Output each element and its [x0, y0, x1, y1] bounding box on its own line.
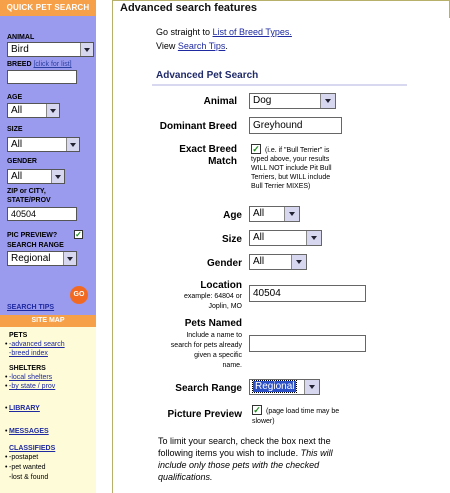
site-map-pets: PETS	[9, 332, 28, 339]
chevron-down-icon	[46, 104, 59, 117]
view-tips-line	[156, 41, 228, 52]
breed-input[interactable]	[7, 70, 77, 84]
main-border	[112, 18, 113, 493]
gender-field-select[interactable]	[249, 254, 307, 270]
zip-label-line1: ZIP or CITY,	[7, 188, 46, 195]
pets-named-help-1: Include a name to	[186, 332, 242, 339]
view-prefix: View	[156, 41, 178, 51]
age-select-value: All	[11, 105, 23, 116]
pic-preview-label: PIC PREVIEW?	[7, 232, 58, 239]
search-range-field-label: Search Range	[175, 383, 242, 394]
age-field-value: All	[253, 208, 265, 219]
gender-label: GENDER	[7, 158, 37, 165]
age-select[interactable]	[7, 103, 60, 118]
section-header: Advanced Pet Search	[156, 70, 259, 81]
advanced-search-link[interactable]: -advanced search	[9, 341, 65, 348]
location-example-2: Joplin, MO	[208, 303, 242, 310]
limit-text-line1: To limit your search, check the box next the	[158, 436, 331, 446]
goto-line	[156, 27, 292, 38]
postapet-link[interactable]: -postapet	[9, 454, 39, 461]
pets-named-input[interactable]	[249, 335, 366, 352]
by-state-link[interactable]: -by state / prov	[9, 383, 56, 390]
gender-select[interactable]	[7, 169, 65, 184]
breed-types-link[interactable]: List of Breed Types.	[212, 27, 292, 37]
search-range-value: Regional	[11, 253, 51, 264]
exact-breed-label-line2: Match	[208, 156, 237, 167]
chevron-down-icon	[320, 94, 335, 108]
search-tips-main-link[interactable]: Search Tips	[177, 41, 226, 51]
gender-select-value: All	[11, 171, 23, 182]
search-range-field-value: Regional	[255, 381, 295, 392]
size-label: SIZE	[7, 126, 23, 133]
bullet: •	[5, 464, 8, 471]
bullet: •	[5, 454, 8, 461]
chevron-down-icon	[63, 252, 76, 265]
search-range-select[interactable]	[7, 251, 77, 266]
search-range-field-select[interactable]	[249, 379, 320, 395]
bullet: •	[5, 405, 8, 412]
animal-field-label: Animal	[203, 96, 237, 107]
breed-list-link[interactable]: [click for list]	[33, 61, 72, 68]
breed-field-input[interactable]: Greyhound	[249, 117, 342, 134]
animal-field-select[interactable]	[249, 93, 336, 109]
limit-text-plain: following items you wish to include.	[158, 448, 299, 458]
goto-prefix: Go straight to	[156, 27, 213, 37]
site-map-shelters: SHELTERS	[9, 365, 46, 372]
site-map-panel	[0, 315, 96, 493]
zip-label-line2: STATE/PROV	[7, 197, 51, 204]
page-title: Advanced search features	[120, 2, 257, 14]
exact-breed-note-2: typed above, your results	[251, 156, 330, 163]
bullet: •	[5, 383, 8, 390]
chevron-down-icon	[291, 255, 306, 269]
picture-preview-label: Picture Preview	[167, 409, 242, 420]
pets-named-help-3: given a specific	[194, 352, 242, 359]
go-button[interactable]: GO	[70, 286, 88, 304]
exact-breed-note-5: Bull Terrier MIXES)	[251, 183, 311, 190]
quick-pet-search-panel	[0, 0, 96, 315]
gender-field-label: Gender	[206, 258, 242, 269]
breed-field-label: Dominant Breed	[159, 121, 237, 132]
animal-label: ANIMAL	[7, 34, 35, 41]
quick-pet-search-header: QUICK PET SEARCH	[0, 0, 96, 16]
classifieds-link[interactable]: CLASSIFIEDS	[9, 445, 56, 452]
size-select-value: All	[11, 139, 23, 150]
bullet: •	[5, 341, 8, 348]
age-label: AGE	[7, 94, 23, 101]
zip-input[interactable]: 40504	[7, 207, 77, 221]
view-suffix: .	[225, 41, 228, 51]
picture-preview-checkbox[interactable]: ✓	[253, 405, 261, 415]
animal-select-value: Bird	[11, 44, 29, 55]
limit-text-line4: qualifications.	[158, 472, 213, 482]
location-example-1: example: 64804 or	[184, 293, 242, 300]
limit-text-line3: include only those pets with the checked	[158, 460, 320, 470]
limit-text-line2	[158, 448, 403, 459]
pet-wanted-link[interactable]: -pet wanted	[9, 464, 46, 471]
chevron-down-icon	[51, 170, 64, 183]
chevron-down-icon	[306, 231, 321, 245]
breed-label-text: BREED	[7, 61, 32, 68]
location-field-input[interactable]: 40504	[249, 285, 366, 302]
chevron-down-icon	[66, 138, 79, 151]
library-link[interactable]: LIBRARY	[9, 405, 40, 412]
size-field-select[interactable]	[249, 230, 322, 246]
picture-preview-note-2: slower)	[252, 418, 275, 425]
picture-preview-note-1: (page load time may be	[266, 408, 340, 415]
messages-link[interactable]: MESSAGES	[9, 428, 49, 435]
bullet: •	[5, 428, 8, 435]
limit-text-italic-start: This will	[300, 448, 333, 458]
search-range-label: SEARCH RANGE	[7, 242, 64, 249]
exact-breed-label-line1: Exact Breed	[179, 144, 237, 155]
size-field-value: All	[253, 232, 265, 243]
chevron-down-icon	[304, 380, 319, 394]
age-field-label: Age	[223, 210, 242, 221]
chevron-down-icon	[284, 207, 299, 221]
location-field-label: Location	[200, 280, 242, 291]
size-field-label: Size	[221, 234, 242, 245]
pets-named-help-4: name.	[222, 362, 242, 369]
chevron-down-icon	[80, 43, 93, 56]
pets-named-help-2: search for pets already	[170, 342, 242, 349]
animal-field-value: Dog	[253, 95, 272, 106]
breed-label	[7, 61, 72, 69]
exact-breed-checkbox[interactable]: ✓	[252, 144, 260, 154]
animal-select[interactable]	[7, 42, 94, 57]
section-rule	[152, 84, 407, 86]
size-select[interactable]	[7, 137, 80, 152]
search-tips-link[interactable]: SEARCH TIPS	[7, 304, 55, 311]
exact-breed-note-3: WILL NOT include Pit Bull	[251, 165, 332, 172]
pets-named-label: Pets Named	[184, 318, 242, 329]
local-shelters-link[interactable]: -local shelters	[9, 374, 53, 381]
site-map-header: SITE MAP	[0, 315, 96, 327]
gender-field-value: All	[253, 256, 265, 267]
age-field-select[interactable]	[249, 206, 300, 222]
breed-index-link[interactable]: -breed index	[9, 350, 48, 357]
lost-found-link[interactable]: -lost & found	[9, 474, 49, 481]
exact-breed-note-1: (i.e. if "Bull Terrier" is	[265, 147, 330, 154]
bullet: •	[5, 374, 8, 381]
pic-preview-checkbox[interactable]: ✓	[75, 230, 82, 239]
exact-breed-note-4: Terriers, but WILL include	[251, 174, 331, 181]
sidebar	[0, 0, 96, 493]
